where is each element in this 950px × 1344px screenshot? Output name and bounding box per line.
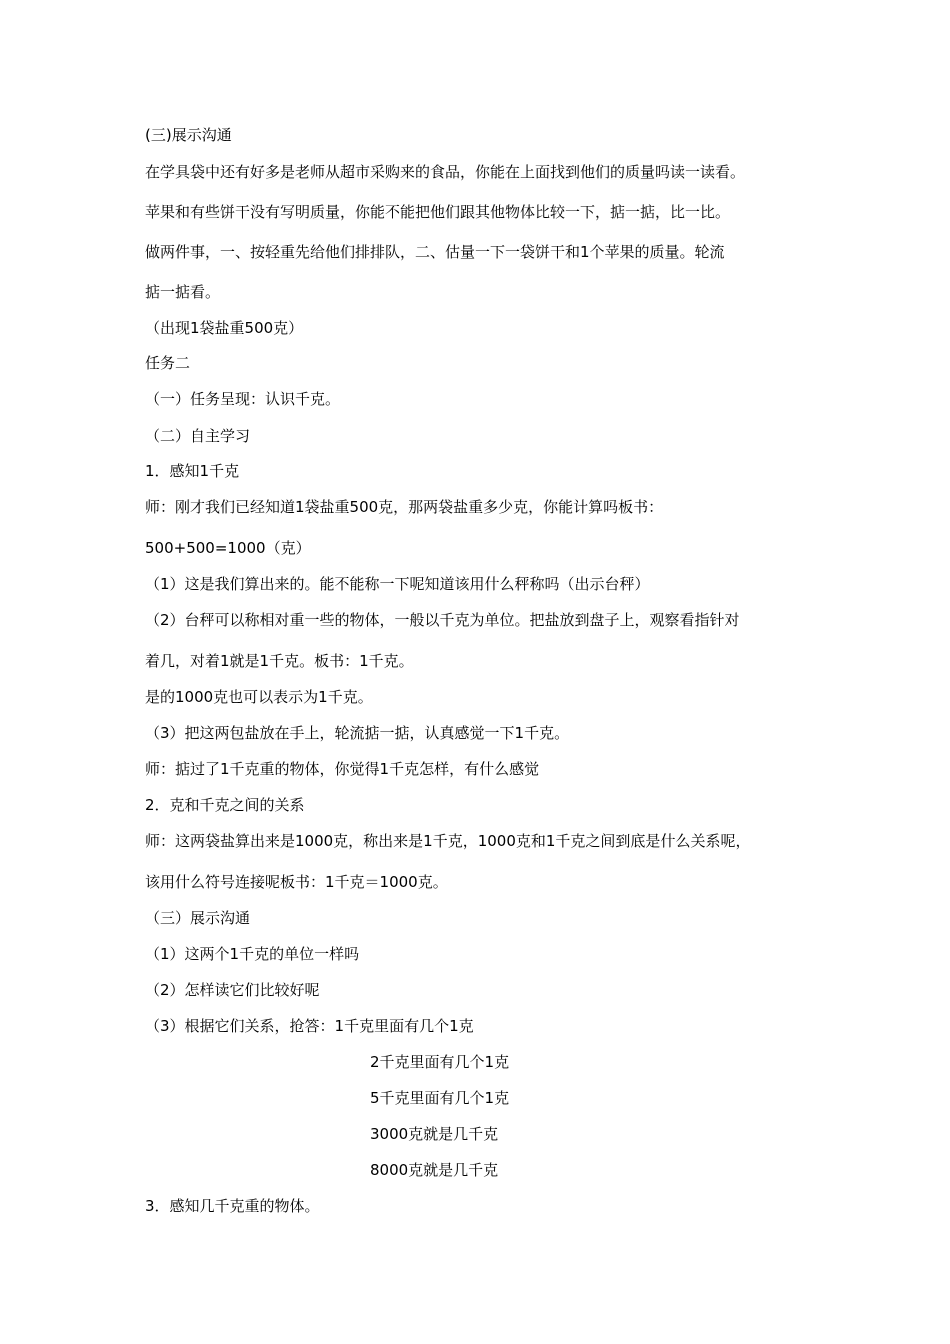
paragraph-line: 是的1000克也可以表示为1千克。: [145, 688, 373, 706]
subsection-heading: （二）自主学习: [145, 427, 251, 445]
paragraph-line: 师：刚才我们已经知道1袋盐重500克，那两袋盐重多少克，你能计算吗板书：: [145, 498, 664, 516]
numbered-heading: 3．感知几千克重的物体。: [145, 1197, 320, 1215]
paragraph-line: （1）这是我们算出来的。能不能称一下呢知道该用什么秤称吗（出示台秤）: [145, 575, 650, 593]
paragraph-line: （出现1袋盐重500克）: [145, 319, 304, 337]
paragraph-line: （1）这两个1千克的单位一样吗: [145, 945, 360, 963]
quiz-item: 3000克就是几千克: [370, 1125, 499, 1143]
quiz-item: 8000克就是几千克: [370, 1161, 499, 1179]
paragraph-line: 师：掂过了1千克重的物体，你觉得1千克怎样，有什么感觉: [145, 760, 540, 778]
paragraph-line: 做两件事，一、按轻重先给他们排排队，二、估量一下一袋饼干和1个苹果的质量。轮流: [145, 243, 725, 261]
subsection-heading: （一）任务呈现：认识千克。: [145, 390, 341, 408]
paragraph-line: （3）根据它们关系，抢答：1千克里面有几个1克: [145, 1017, 474, 1035]
paragraph-line: 该用什么符号连接呢板书：1千克＝1000克。: [145, 873, 448, 891]
section-heading-task-two: 任务二: [145, 354, 191, 372]
equation-line: 500+500=1000（克）: [145, 539, 311, 557]
subsection-heading: （三）展示沟通: [145, 909, 251, 927]
paragraph-line: （3）把这两包盐放在手上，轮流掂一掂，认真感觉一下1千克。: [145, 724, 570, 742]
numbered-heading: 1．感知1千克: [145, 462, 240, 480]
paragraph-line: 在学具袋中还有好多是老师从超市采购来的食品，你能在上面找到他们的质量吗读一读看。: [145, 163, 746, 181]
numbered-heading: 2．克和千克之间的关系: [145, 796, 305, 814]
paragraph-line: （2）怎样读它们比较好呢: [145, 981, 320, 999]
paragraph-line: 掂一掂看。: [145, 283, 221, 301]
paragraph-line: 苹果和有些饼干没有写明质量，你能不能把他们跟其他物体比较一下，掂一掂，比一比。: [145, 203, 731, 221]
paragraph-line: （2）台秤可以称相对重一些的物体，一般以千克为单位。把盐放到盘子上，观察看指针对: [145, 611, 740, 629]
quiz-item: 5千克里面有几个1克: [370, 1089, 510, 1107]
paragraph-line: 着几，对着1就是1千克。板书：1千克。: [145, 652, 414, 670]
quiz-item: 2千克里面有几个1克: [370, 1053, 510, 1071]
paragraph-line: 师：这两袋盐算出来是1000克，称出来是1千克，1000克和1千克之间到底是什么关系呢，: [145, 832, 751, 850]
section-heading-display: (三)展示沟通: [145, 126, 232, 144]
